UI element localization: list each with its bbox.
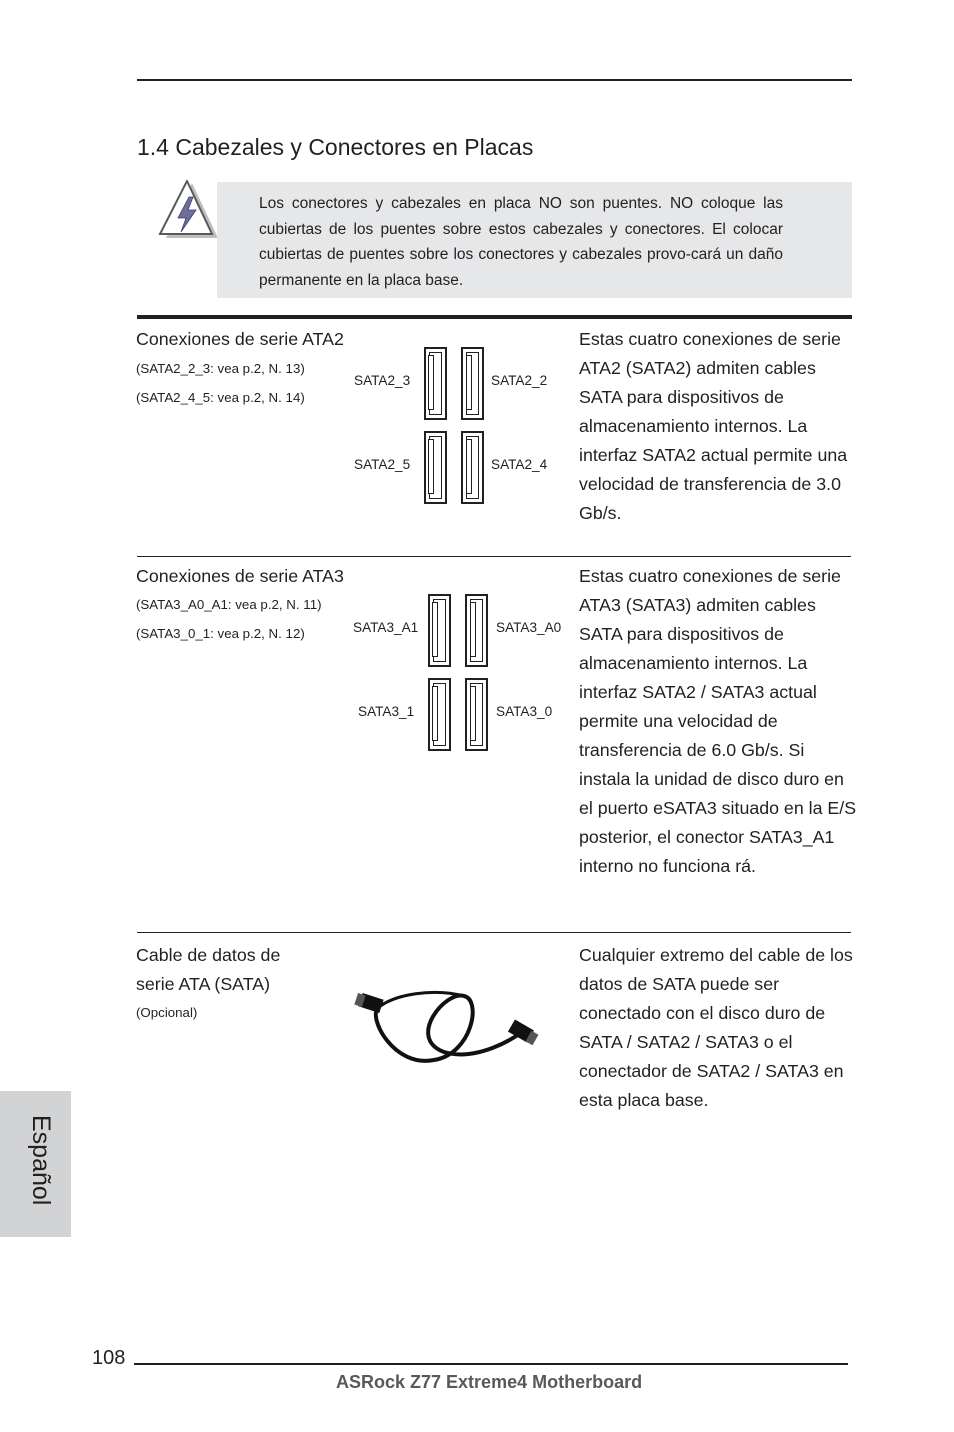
sata-connector-icon: [465, 594, 488, 667]
sata2-ref: (SATA2_4_5: vea p.2, N. 14): [136, 390, 305, 405]
sata-connector-icon: [428, 594, 451, 667]
section-title: 1.4 Cabezales y Conectores en Placas: [137, 134, 534, 160]
notice-text: Los conectores y cabezales en placa NO son puentes. NO coloque las cubiertas de los puentes sobre estos cabezales y conectores. El colocar cubiertas de puentes sobre los conectores y cabezales provo-cará un daño permanente en la placa base.: [259, 195, 783, 289]
port-label: SATA3_A1: [353, 620, 419, 635]
sata-connector-icon: [428, 678, 451, 751]
sata-cable-icon: [354, 988, 544, 1068]
port-label: SATA2_3: [354, 373, 411, 388]
port-label: SATA2_5: [354, 457, 411, 472]
sata2-ref: (SATA2_2_3: vea p.2, N. 13): [136, 361, 305, 376]
sata-connector-icon: [424, 347, 447, 420]
language-tab: [0, 1091, 71, 1237]
port-label: SATA2_4: [491, 457, 548, 472]
notice-box: [217, 182, 852, 298]
sata-connector-icon: [465, 678, 488, 751]
port-label: SATA2_2: [491, 373, 548, 388]
sata3-ref: (SATA3_A0_A1: vea p.2, N. 11): [136, 597, 322, 612]
port-label: SATA3_A0: [496, 620, 562, 635]
sata2-description: Estas cuatro conexiones de serie ATA2 (SATA2) admiten cables SATA para dispositivos de almacenamiento internos. La interfaz SATA2 actual permite una velocidad de transferencia de 3.0 Gb/s.: [579, 329, 848, 523]
cable-note: (Opcional): [136, 1005, 198, 1020]
sata3-title: Conexiones de serie ATA3: [136, 566, 344, 586]
sata-connector-icon: [424, 431, 447, 504]
footer-product: ASRock Z77 Extreme4 Motherboard: [336, 1372, 643, 1392]
block-divider: [137, 932, 851, 933]
page-number: 108: [92, 1347, 126, 1369]
block-divider: [137, 315, 852, 319]
sata3-ref: (SATA3_0_1: vea p.2, N. 12): [136, 626, 305, 641]
block-divider: [137, 556, 851, 557]
sata3-description: Estas cuatro conexiones de serie ATA3 (SATA3) admiten cables SATA para dispositivos de almacenamiento internos. La interfaz SATA2 / SATA3 actual permite una velocidad de transferencia de 6.0 Gb/s. Si instala la unidad de disco duro en el puerto eSATA3 situado en la E/S posterior, el conector SATA3_A1 interno no funciona rá.: [579, 566, 857, 876]
sata-connector-icon: [461, 431, 484, 504]
top-rule: [137, 79, 852, 81]
port-label: SATA3_1: [358, 704, 415, 719]
sata-connector-icon: [461, 347, 484, 420]
warning-icon: [156, 180, 218, 240]
port-label: SATA3_0: [496, 704, 553, 719]
cable-description: Cualquier extremo del cable de los datos de SATA puede ser conectado con el disco duro de SATA / SATA2 / SATA3 o el conectador de SATA2 / SATA3 en esta placa base.: [579, 945, 853, 1110]
footer-rule: [134, 1363, 848, 1365]
cable-title: serie ATA (SATA): [136, 974, 271, 994]
sata2-title: Conexiones de serie ATA2: [136, 329, 344, 349]
language-label: Español: [27, 1115, 55, 1206]
cable-title: Cable de datos de: [136, 945, 281, 965]
